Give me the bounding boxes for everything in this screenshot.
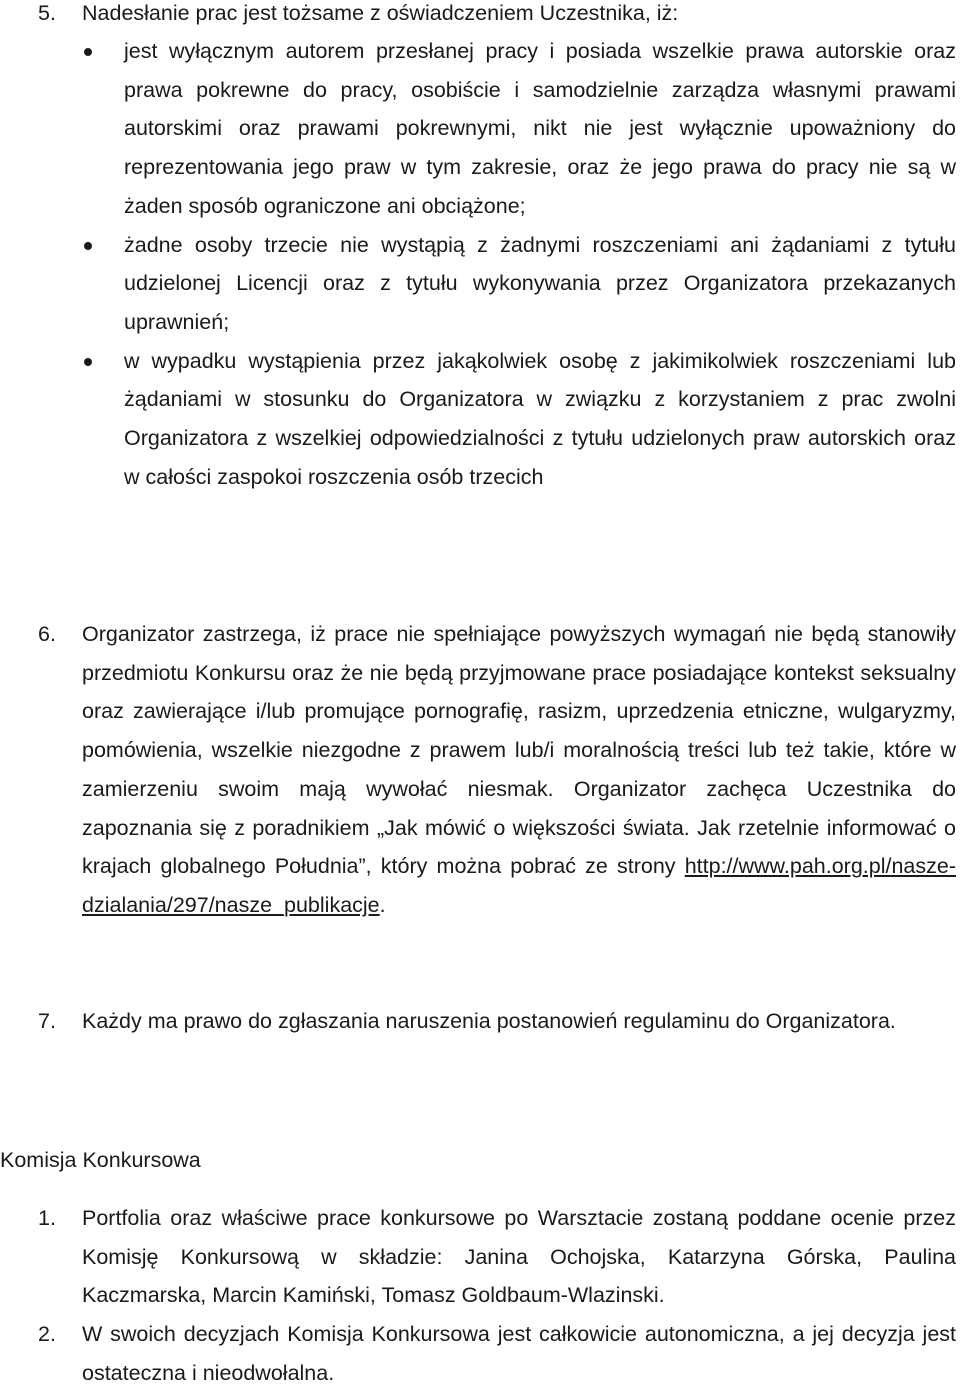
item-number: 5. (38, 1, 56, 25)
item-number: 6. (38, 622, 56, 646)
bullet-text: jest wyłącznym autorem przesłanej pracy i posiada wszelkie prawa autorskie oraz prawa pokrewne do pracy, osobiście i samodzielnie zarządza własnymi prawami autorskimi oraz prawami pokrewnymi, nikt nie jest wyłącznie upoważniony do reprezentowania jego praw w tym zakresie, oraz że jego prawa do pracy nie są w żaden sposób ograniczone ani obciążone; (124, 39, 956, 218)
bullet-item (82, 226, 956, 342)
commission-item-2-text: W swoich decyzjach Komisja Konkursowa jest całkowicie autonomiczna, a jej decyzja jest ostateczna i nieodwołalna. (82, 1322, 956, 1385)
bullet-icon (84, 48, 92, 56)
bullet-item (82, 32, 956, 226)
item-6-text (82, 615, 956, 925)
item-7-text: Każdy ma prawo do zgłaszania naruszenia postanowień regulaminu do Organizatora. (82, 1009, 896, 1033)
item-number: 2. (38, 1322, 56, 1346)
bullet-item (82, 342, 956, 497)
item-6-body: Organizator zastrzega, iż prace nie spełniające powyższych wymagań nie będą stanowiły przedmiotu Konkursu oraz że nie będą przyjmowane prace posiadające kontekst seksualny oraz zawierające i/lub promujące pornografię, rasizm, uprzedzenia etniczne, wulgaryzmy, pomówienia, wszelkie niezgodne z prawem lub/i moralnością treści lub też takie, które w zamierzeniu swoim mają wywołać niesmak. Organizator zachęca Uczestnika do zapoznania się z poradnikiem „Jak mówić o większości świata. Jak rzetelnie informować o krajach globalnego Południa”, który można pobrać ze strony (82, 622, 956, 879)
bullet-text: żadne osoby trzecie nie wystąpią z żadnymi roszczeniami ani żądaniami z tytułu udzielonej Licencji oraz z tytułu wykonywania przez Organizatora przekazanych uprawnień; (124, 232, 956, 334)
bullet-icon (84, 242, 92, 250)
item-number: 1. (38, 1206, 56, 1230)
bullet-text: w wypadku wystąpienia przez jakąkolwiek osobę z jakimikolwiek roszczeniami lub żądaniami w stosunku do Organizatora w związku z korzystaniem z prac zwolni Organizatora z wszelkiej odpowiedzialności z tytułu udzielonych praw autorskich oraz w całości zaspokoi roszczenia osób trzecich (124, 348, 956, 489)
bullet-icon (84, 358, 92, 366)
item-6-end: . (379, 892, 386, 917)
publications-link[interactable]: http://www.pah.org.pl/nasze-dzialania/297/nasze_publikacje (82, 854, 956, 917)
commission-item-1-text: Portfolia oraz właściwe prace konkursowe po Warsztacie zostaną poddane ocenie przez Komisję Konkursową w składzie: Janina Ochojska, Katarzyna Górska, Paulina Kaczmarska, Marcin Kamiński, Tomasz Goldbaum-Wlazinski. (82, 1206, 956, 1308)
item-5-intro: Nadesłanie prac jest tożsame z oświadczeniem Uczestnika, iż: (82, 1, 679, 25)
section-heading: Komisja Konkursowa (0, 1148, 201, 1172)
item-number: 7. (38, 1009, 56, 1033)
